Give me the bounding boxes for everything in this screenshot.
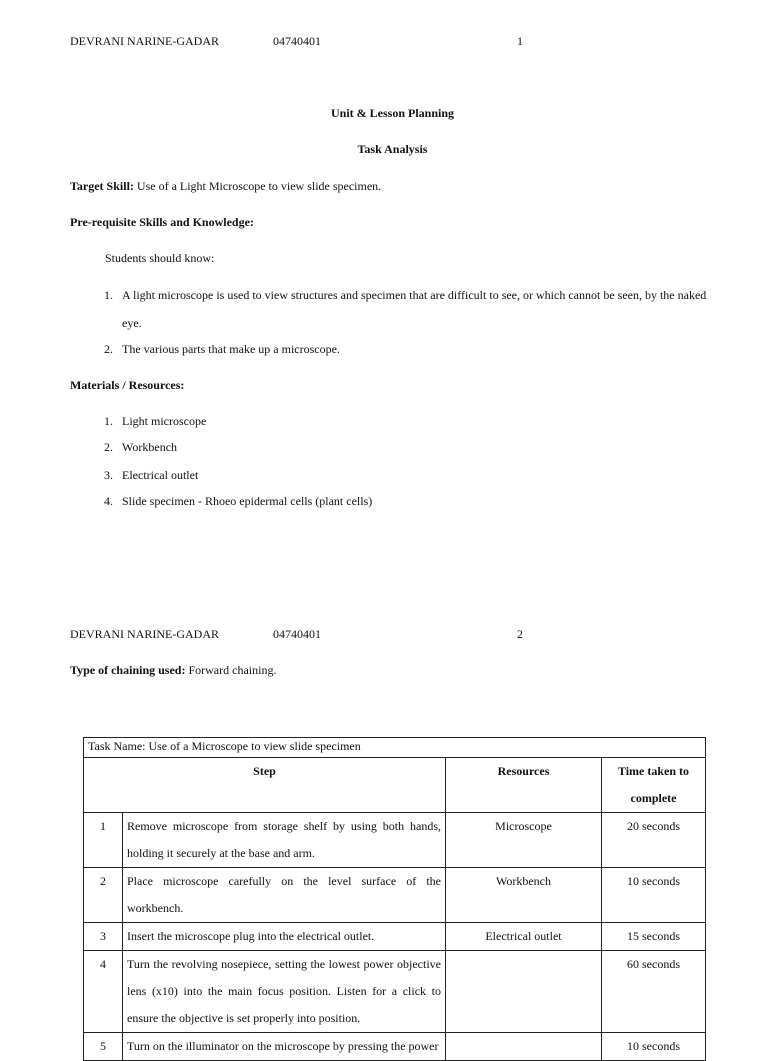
step-resource: Microscope (446, 813, 602, 868)
step-resource: Workbench (446, 868, 602, 923)
prereq-item-2-num: 2. (104, 342, 113, 356)
chaining-text: Forward chaining. (185, 663, 277, 677)
prereq-item-1-num: 1. (104, 288, 113, 302)
prereq-heading: Pre-requisite Skills and Knowledge: (70, 215, 254, 229)
step-text: Turn the revolving nosepiece, setting the lowest power objective lens (x10) into the main focus position. Listen for a click to ensure the objective is set properly into position. (123, 951, 446, 1033)
material-4-num: 4. (104, 494, 113, 508)
page2-page-number: 2 (517, 627, 523, 641)
page1-subtitle: Task Analysis (357, 142, 428, 156)
step-number: 4 (84, 951, 123, 1033)
table-row (84, 868, 706, 923)
table-row (84, 923, 706, 951)
chaining-label: Type of chaining used: (70, 663, 186, 677)
step-time: 15 seconds (602, 923, 706, 951)
material-1-num: 1. (104, 414, 113, 428)
page1-title: Unit & Lesson Planning (330, 106, 455, 120)
material-3-num: 3. (104, 468, 113, 482)
students-know: Students should know: (105, 251, 215, 265)
page1-header-id: 04740401 (273, 34, 321, 48)
target-skill (70, 179, 381, 194)
step-number: 5 (84, 1033, 123, 1061)
step-text: Remove microscope from storage shelf by using both hands, holding it securely at the base and arm. (123, 813, 446, 868)
material-3-text: Electrical outlet (122, 468, 199, 482)
step-number: 1 (84, 813, 123, 868)
task-name: Task Name: Use of a Microscope to view slide specimen (84, 738, 706, 758)
page2-header-name: DEVRANI NARINE-GADAR (70, 627, 219, 641)
prereq-item-1-text: A light microscope is used to view structures and specimen that are difficult to see, or which cannot be seen, by the naked (122, 288, 707, 302)
table-row (84, 1033, 706, 1061)
step-resource (446, 1033, 602, 1061)
header-step: Step (84, 758, 446, 813)
prereq-item-2-text: The various parts that make up a microscope. (122, 342, 340, 356)
materials-heading: Materials / Resources: (70, 378, 185, 392)
chaining-type (70, 663, 276, 678)
page1-header-name: DEVRANI NARINE-GADAR (70, 34, 219, 48)
step-time: 10 seconds (602, 868, 706, 923)
step-time: 20 seconds (602, 813, 706, 868)
step-text: Place microscope carefully on the level surface of the workbench. (123, 868, 446, 923)
task-name-row (84, 738, 706, 758)
header-time: Time taken to complete (602, 758, 706, 813)
target-skill-label: Target Skill: (70, 179, 134, 193)
page2-header-id: 04740401 (273, 627, 321, 641)
prereq-item-1-text-cont: eye. (122, 316, 142, 330)
step-number: 3 (84, 923, 123, 951)
step-text: Insert the microscope plug into the electrical outlet. (123, 923, 446, 951)
task-analysis-table (83, 737, 706, 1061)
material-2-num: 2. (104, 440, 113, 454)
material-2-text: Workbench (122, 440, 178, 454)
step-resource: Electrical outlet (446, 923, 602, 951)
material-4-text: Slide specimen - Rhoeo epidermal cells (plant cells) (122, 494, 373, 508)
material-1-text: Light microscope (122, 414, 207, 428)
step-number: 2 (84, 868, 123, 923)
step-time: 10 seconds (602, 1033, 706, 1061)
target-skill-text: Use of a Light Microscope to view slide specimen. (133, 179, 382, 193)
step-resource (446, 951, 602, 1033)
table-row (84, 813, 706, 868)
step-time: 60 seconds (602, 951, 706, 1033)
table-row (84, 951, 706, 1033)
header-resources: Resources (446, 758, 602, 813)
page1-page-number: 1 (517, 34, 523, 48)
table-header-row (84, 758, 706, 813)
step-text: Turn on the illuminator on the microscope by pressing the power (123, 1033, 446, 1061)
